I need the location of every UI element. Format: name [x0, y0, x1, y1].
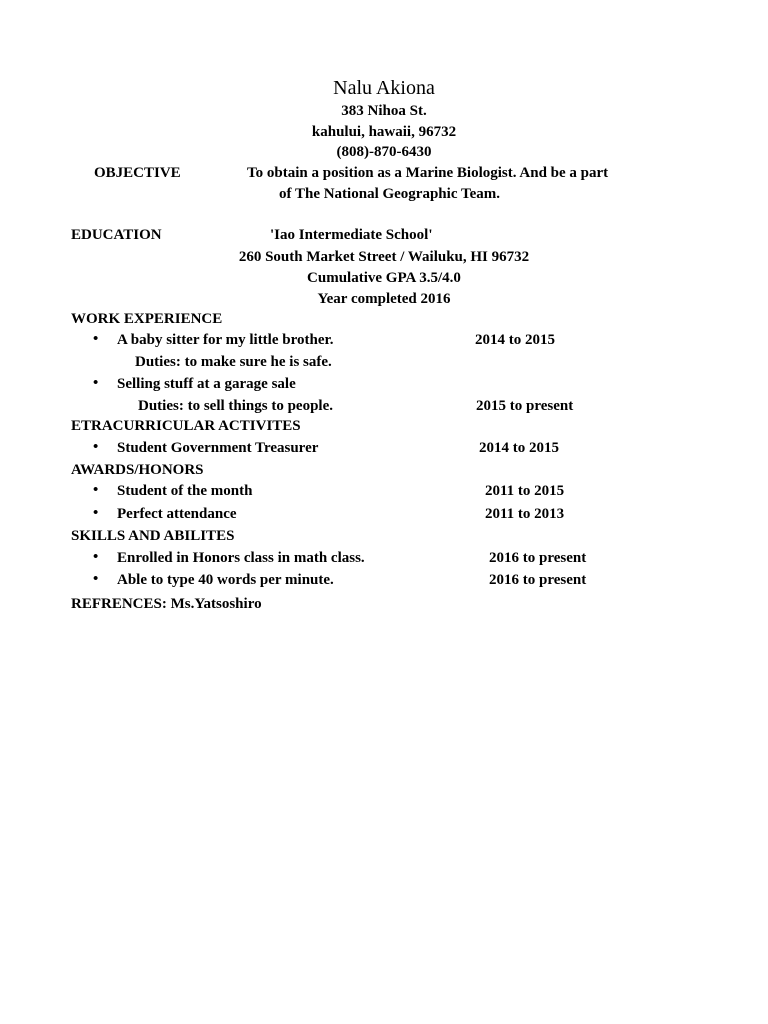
award-item-title: Perfect attendance: [117, 506, 237, 522]
objective-heading: OBJECTIVE: [94, 165, 181, 181]
bullet-icon: •: [93, 505, 99, 521]
extracurricular-item-title: Student Government Treasurer: [117, 440, 319, 456]
work-item-title: Selling stuff at a garage sale: [117, 376, 296, 392]
bullet-icon: •: [93, 375, 99, 391]
education-year: Year completed 2016: [317, 291, 451, 307]
work-item-duties: Duties: to make sure he is safe.: [135, 354, 332, 370]
bullet-icon: •: [93, 549, 99, 565]
bullet-icon: •: [93, 482, 99, 498]
work-item-duties: Duties: to sell things to people.: [138, 398, 333, 414]
address-line-1: 383 Nihoa St.: [341, 103, 427, 119]
education-address: 260 South Market Street / Wailuku, HI 96732: [238, 249, 530, 265]
work-item-title: A baby sitter for my little brother.: [117, 332, 334, 348]
objective-line-2: of The National Geographic Team.: [279, 186, 500, 202]
extracurricular-heading: ETRACURRICULAR ACTIVITES: [71, 418, 301, 434]
references-line: REFRENCES: Ms.Yatsoshiro: [71, 596, 262, 612]
extracurricular-item-dates: 2014 to 2015: [479, 440, 559, 456]
bullet-icon: •: [93, 331, 99, 347]
education-heading: EDUCATION: [71, 227, 162, 243]
address-line-2: kahului, hawaii, 96732: [311, 124, 457, 140]
resume-name: Nalu Akiona: [333, 77, 435, 99]
skill-item-dates: 2016 to present: [489, 572, 587, 588]
education-gpa: Cumulative GPA 3.5/4.0: [307, 270, 461, 286]
education-school: 'Iao Intermediate School': [270, 227, 433, 243]
work-experience-heading: WORK EXPERIENCE: [71, 311, 223, 327]
work-item-dates: 2015 to present: [476, 398, 574, 414]
award-item-title: Student of the month: [117, 483, 253, 499]
skill-item-title: Enrolled in Honors class in math class.: [117, 550, 365, 566]
skill-item-dates: 2016 to present: [489, 550, 587, 566]
bullet-icon: •: [93, 571, 99, 587]
skill-item-title: Able to type 40 words per minute.: [117, 572, 334, 588]
award-item-dates: 2011 to 2015: [485, 483, 565, 499]
work-item-dates: 2014 to 2015: [475, 332, 555, 348]
objective-line-1: To obtain a position as a Marine Biologist. And be a part: [247, 165, 609, 181]
award-item-dates: 2011 to 2013: [485, 506, 565, 522]
bullet-icon: •: [93, 439, 99, 455]
awards-heading: AWARDS/HONORS: [71, 462, 204, 478]
skills-heading: SKILLS AND ABILITES: [71, 528, 235, 544]
phone-number: (808)-870-6430: [336, 144, 432, 160]
